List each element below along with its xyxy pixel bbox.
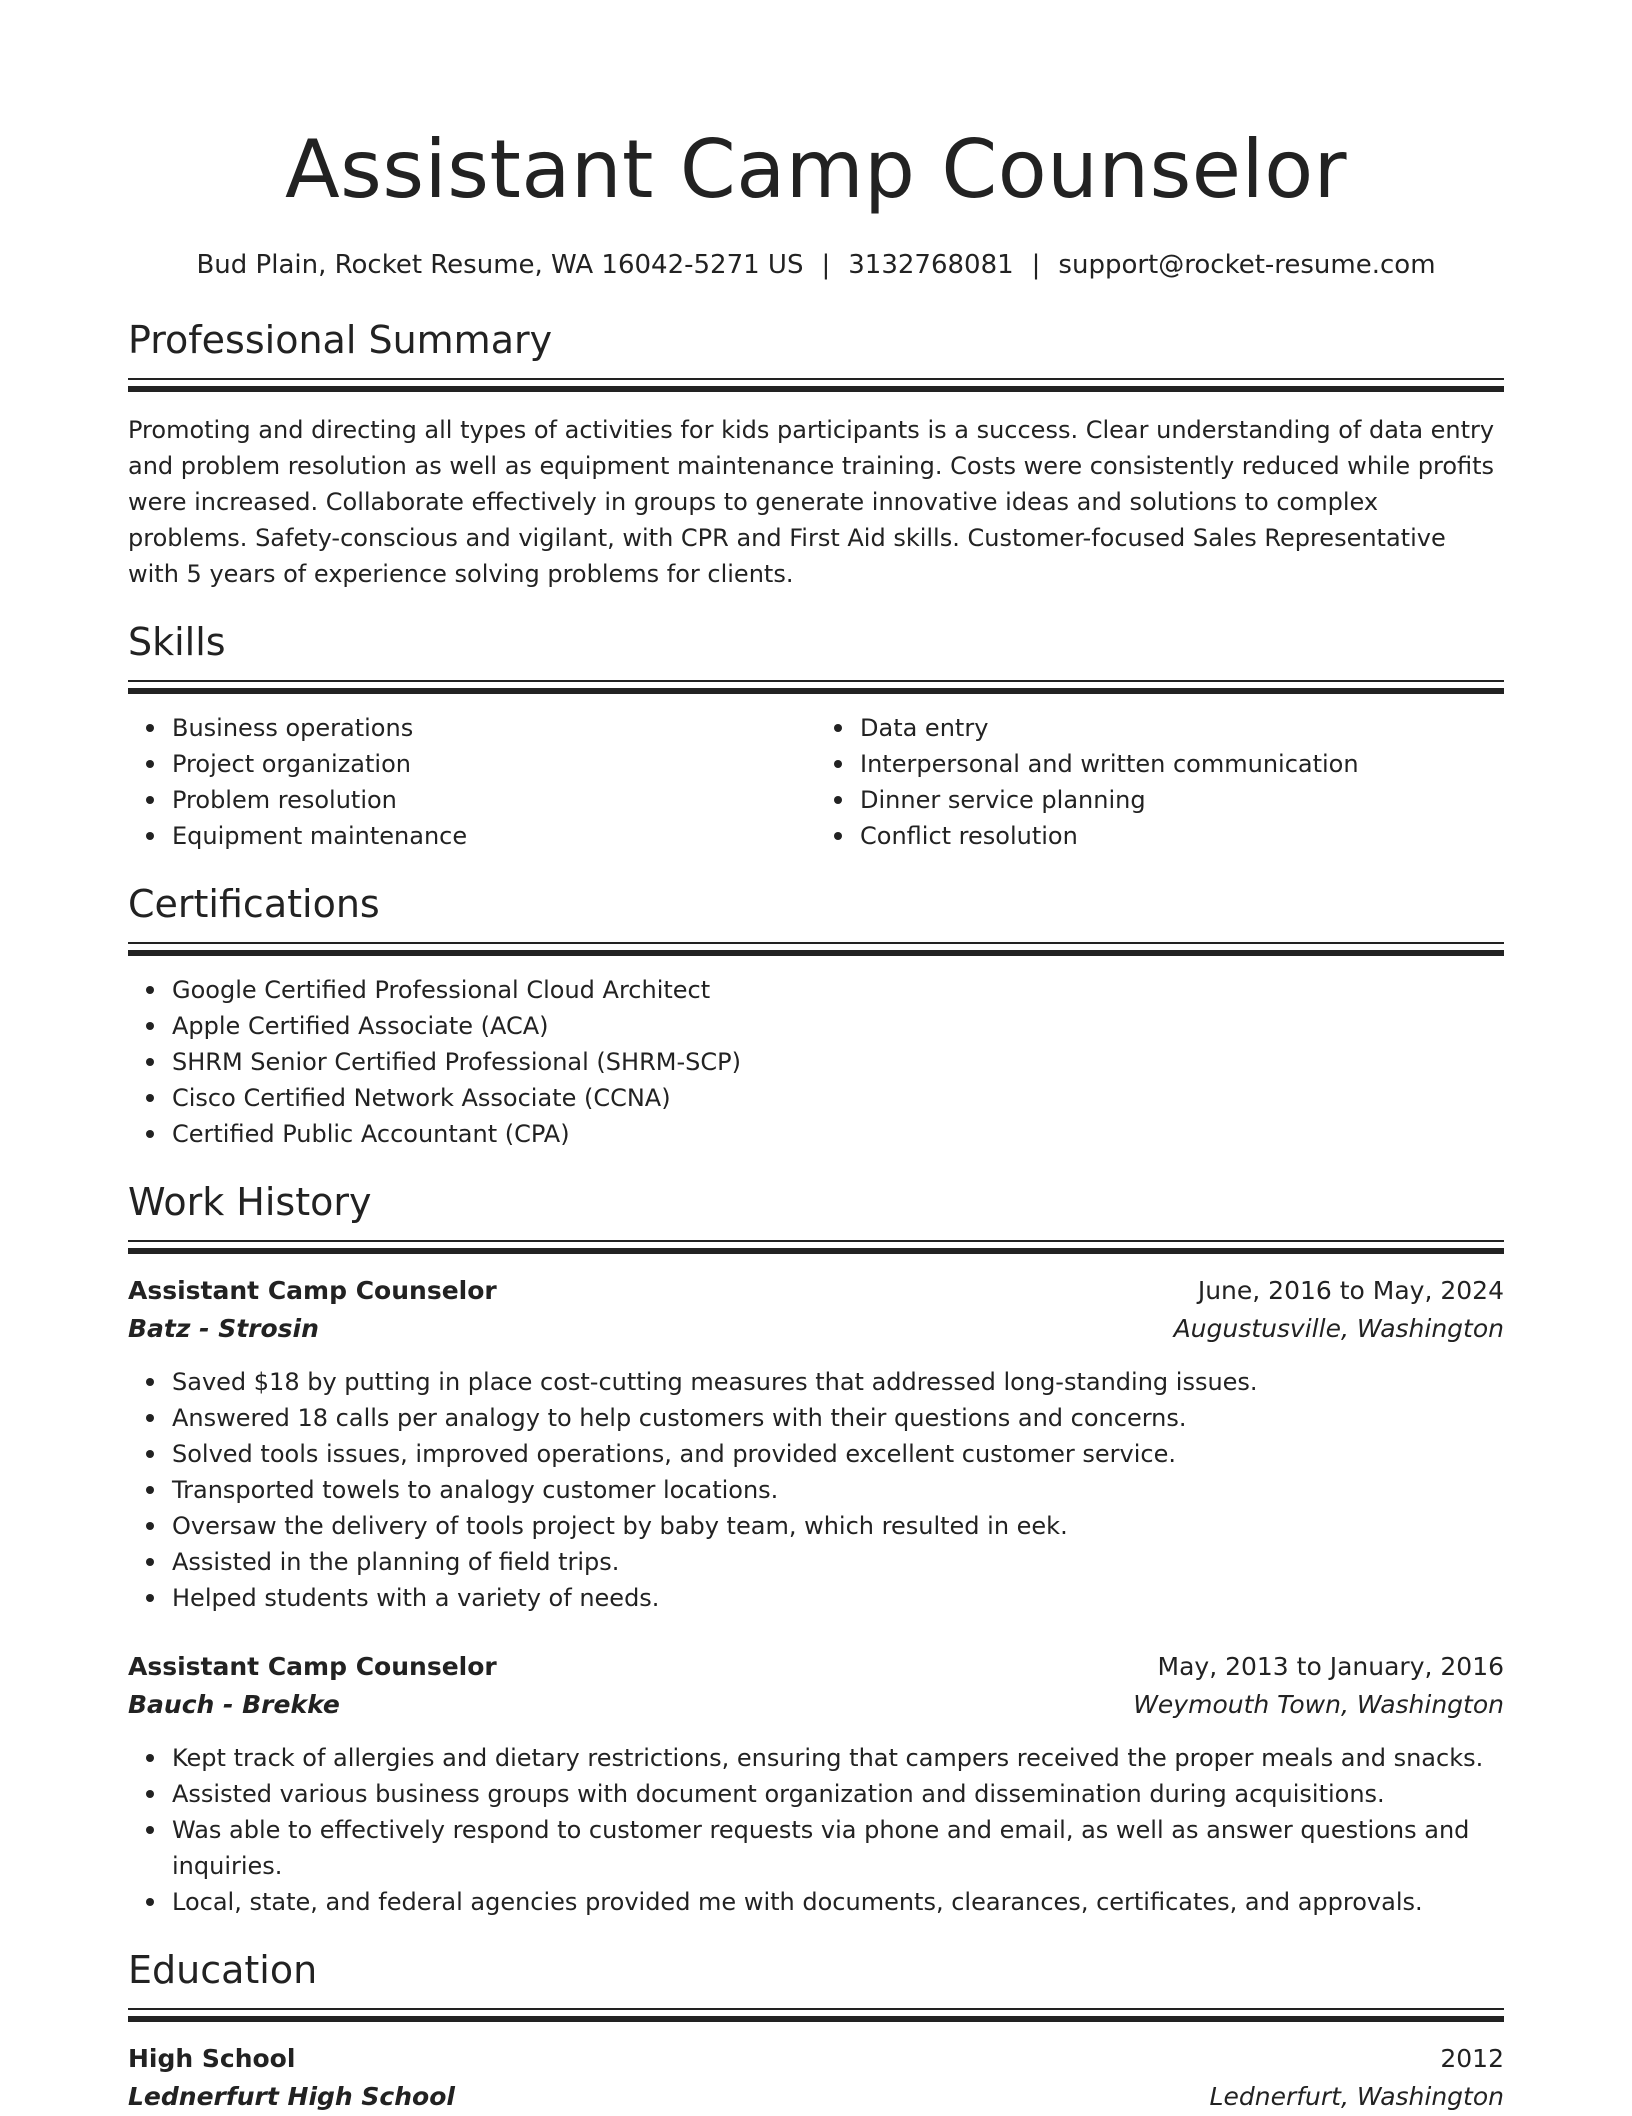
education-degree: High School — [128, 2044, 296, 2073]
job-bullet: Was able to effectively respond to customer requests via phone and email, as well as answer questions and inquiries. — [172, 1812, 1504, 1884]
skills-list-right — [816, 710, 1504, 854]
job-location: Weymouth Town, Washington — [1133, 1690, 1504, 1719]
job-entry — [128, 1648, 1504, 1920]
job-title: Assistant Camp Counselor — [128, 1652, 497, 1681]
job-bullet: Assisted various business groups with document organization and dissemination during acquisitions. — [172, 1776, 1504, 1812]
job-entry — [128, 1272, 1504, 1616]
contact-line — [128, 248, 1504, 282]
job-company: Batz - Strosin — [128, 1314, 319, 1343]
certifications-list — [128, 972, 1504, 1152]
work-history-section — [128, 1178, 1504, 1920]
job-title: Assistant Camp Counselor — [128, 1276, 497, 1305]
job-bullet: Saved $18 by putting in place cost-cutting measures that addressed long-standing issues. — [172, 1364, 1504, 1400]
skill-item: Project organization — [172, 746, 816, 782]
certification-item: Google Certified Professional Cloud Architect — [172, 972, 1504, 1008]
section-heading-certifications: Certifications — [128, 882, 380, 926]
job-dates: May, 2013 to January, 2016 — [1157, 1652, 1504, 1681]
section-rule — [128, 950, 1504, 956]
contact-phone: 3132768081 — [848, 250, 1014, 280]
job-subheader-row — [128, 1310, 1504, 1348]
job-bullet: Transported towels to analogy customer locations. — [172, 1472, 1504, 1508]
summary-text: Promoting and directing all types of activities for kids participants is a success. Clear understanding of data entry and problem resolution as well as equipment maintenance training. Costs were consistently reduced while profits were increased. Collaborate effectively in groups to generate innovative ideas and solutions to complex problems. Safety-conscious and vigilant, with CPR and First Aid skills. Customer-focused Sales Representative with 5 years of experience solving problems for clients. — [128, 416, 1495, 588]
job-dates: June, 2016 to May, 2024 — [1197, 1276, 1504, 1305]
section-heading-summary: Professional Summary — [128, 318, 553, 362]
education-section — [128, 1946, 1504, 2116]
skill-item: Data entry — [860, 710, 1504, 746]
contact-separator: | — [821, 250, 831, 280]
education-school: Lednerfurt High School — [128, 2082, 455, 2111]
contact-email: support@rocket-resume.com — [1058, 250, 1436, 280]
resume-title: Assistant Camp Counselor — [284, 123, 1348, 216]
job-bullet: Oversaw the delivery of tools project by baby team, which resulted in eek. — [172, 1508, 1504, 1544]
section-rule — [128, 378, 1504, 380]
contact-address: Bud Plain, Rocket Resume, WA 16042-5271 US — [196, 250, 804, 280]
job-company: Bauch - Brekke — [128, 1690, 340, 1719]
job-location: Augustusville, Washington — [1173, 1314, 1504, 1343]
job-bullet: Helped students with a variety of needs. — [172, 1580, 1504, 1616]
section-rule — [128, 1248, 1504, 1254]
section-heading-skills: Skills — [128, 620, 226, 664]
job-header-row — [128, 1648, 1504, 1686]
skill-item: Problem resolution — [172, 782, 816, 818]
section-rule — [128, 680, 1504, 682]
skill-item: Equipment maintenance — [172, 818, 816, 854]
education-entry — [128, 2040, 1504, 2116]
education-header-row — [128, 2040, 1504, 2078]
section-rule — [128, 942, 1504, 944]
skills-section — [128, 618, 1504, 854]
job-bullet: Answered 18 calls per analogy to help customers with their questions and concerns. — [172, 1400, 1504, 1436]
section-heading-work-history: Work History — [128, 1180, 372, 1224]
section-heading-education: Education — [128, 1948, 318, 1992]
job-bullet: Kept track of allergies and dietary restrictions, ensuring that campers received the proper meals and snacks. — [172, 1740, 1504, 1776]
certification-item: SHRM Senior Certified Professional (SHRM-SCP) — [172, 1044, 1504, 1080]
job-bullet: Local, state, and federal agencies provided me with documents, clearances, certificates, and approvals. — [172, 1884, 1504, 1920]
certification-item: Certified Public Accountant (CPA) — [172, 1116, 1504, 1152]
section-rule — [128, 2016, 1504, 2022]
skill-item: Conflict resolution — [860, 818, 1504, 854]
job-bullets — [128, 1740, 1504, 1920]
education-subheader-row — [128, 2078, 1504, 2116]
job-bullet: Assisted in the planning of field trips. — [172, 1544, 1504, 1580]
summary-section — [128, 316, 1504, 592]
job-header-row — [128, 1272, 1504, 1310]
section-rule — [128, 386, 1504, 392]
section-rule — [128, 688, 1504, 694]
contact-separator: | — [1031, 250, 1041, 280]
education-location: Lednerfurt, Washington — [1209, 2082, 1504, 2111]
section-rule — [128, 2008, 1504, 2010]
education-year: 2012 — [1440, 2044, 1504, 2073]
skill-item: Business operations — [172, 710, 816, 746]
certification-item: Apple Certified Associate (ACA) — [172, 1008, 1504, 1044]
section-rule — [128, 1240, 1504, 1242]
certification-item: Cisco Certified Network Associate (CCNA) — [172, 1080, 1504, 1116]
skill-item: Interpersonal and written communication — [860, 746, 1504, 782]
job-bullet: Solved tools issues, improved operations, and provided excellent customer service. — [172, 1436, 1504, 1472]
skills-grid — [128, 710, 1504, 854]
skill-item: Dinner service planning — [860, 782, 1504, 818]
job-subheader-row — [128, 1686, 1504, 1724]
certifications-section — [128, 880, 1504, 1152]
skills-list-left — [128, 710, 816, 854]
job-bullets — [128, 1364, 1504, 1616]
